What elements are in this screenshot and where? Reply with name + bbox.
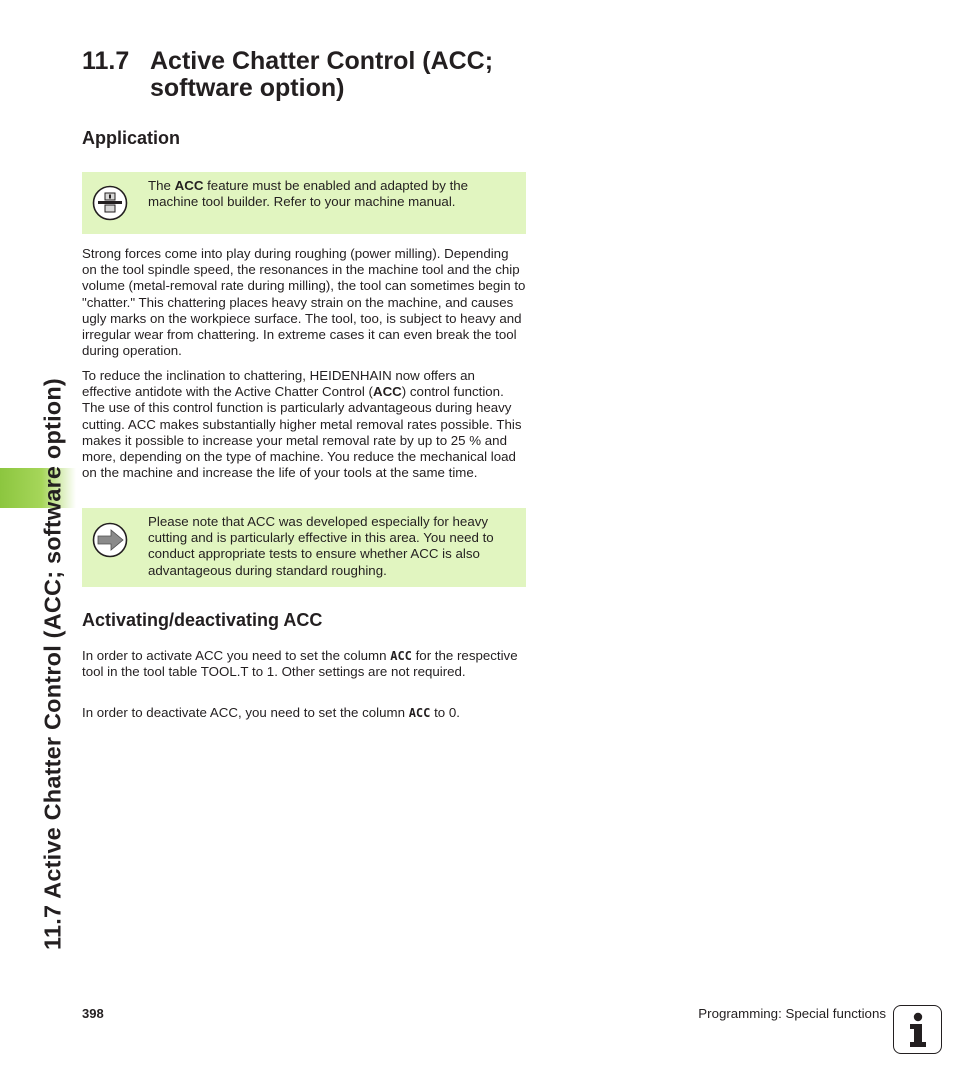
acc-bold: ACC [372,384,402,400]
acc-column-code: ACC [408,706,431,720]
acc-bold: ACC [174,178,204,193]
info-icon [893,1005,942,1054]
machine-note-text: The ACC feature must be enabled and adapted by the machine tool builder. Refer to your machine manual. [148,178,469,210]
chapter-number: 11.7 [82,47,130,75]
paragraph-antidote: To reduce the inclination to chattering, HEIDENHAIN now offers an effective antidote with the Active Chatter Control (ACC) control function. The use of this control function is particularly advantageous during heavy cutting. ACC makes substantially higher metal removal rates possible. This makes it possible to increase your metal removal rate by up to 25 % and more, depending on the type of machine. You reduce the mechanical load on the machine and increase the life of your tools at the same time. [82,368,522,481]
vertical-chapter-title: 11.7 Active Chatter Control (ACC; software option) [39,378,66,950]
paragraph-activate: In order to activate ACC you need to set the column ACC for the respective tool in the tool table TOOL.T to 1. Other settings are not required. [82,648,518,680]
paragraph-deactivate: In order to deactivate ACC, you need to set the column ACC to 0. [82,705,460,720]
section-heading-application: Application [82,128,180,148]
machine-icon [92,185,128,226]
acc-column-code: ACC [390,649,412,663]
arrow-right-icon [92,522,128,563]
paragraph-forces: Strong forces come into play during roughing (power milling). Depending on the tool spindle speed, the resonances in the machine tool and the chip volume (metal-removal rate during milling), the tool can sometimes begin to "chatter." This chattering places heavy strain on the machine, and causes ugly marks on the workpiece surface. The tool, too, is subject to heavy and irregular wear from chattering. In extreme cases it can even break the tool during operation. [82,246,526,359]
chapter-title: Active Chatter Control (ACC; software option) [150,47,494,102]
section-heading-activating: Activating/deactivating ACC [82,610,323,630]
page-number: 398 [82,1006,104,1021]
footer-section-title: Programming: Special functions [698,1006,886,1021]
tip-note-box [82,508,526,587]
machine-note-box [82,172,526,234]
tip-note-text: Please note that ACC was developed especially for heavy cutting and is particularly effective in this area. You need to conduct appropriate tests to ensure whether ACC is also advantageous during standard roughing. [148,514,494,578]
